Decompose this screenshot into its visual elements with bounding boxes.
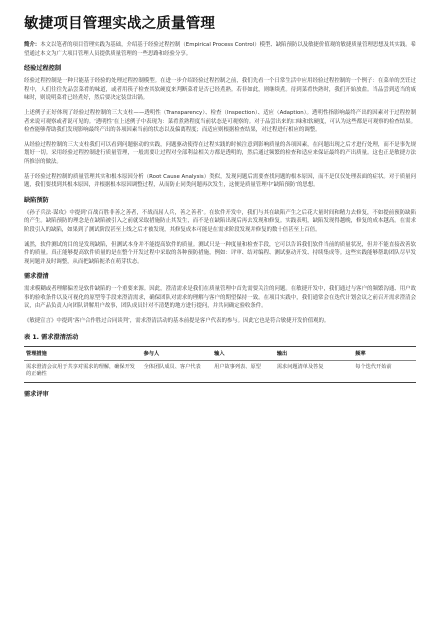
paragraph: 上述例子正好体现了经验过程控制的三大支柱——透明性（Transparency）、检查（Inspection）、适应（Adaption）。透明性指影响最终产出的因素对于过程控制者来说可观察或者说可见的。‘透明性’在上述例子中表现为：菜肴煮熟程度当前状态是可观察的。对于品尝出来的口味和软硬度，可认为这些都是可观察的检查结果。检查能够帮助我们发现影响最终产出的各项因素当前的状态以及偏离程度；而适应则根据检查结果，对过程进行相应的调整。 <box>24 109 416 134</box>
table-header-cell: 输出 <box>275 346 353 360</box>
table-cell: 全体团队成员、客户代表 <box>142 360 213 382</box>
paragraph: 《孙子兵法·谋攻》中提到‘百战百胜非善之善者，不战而屈人兵，善之善者’。在软件开发中，我们与其在缺陷产生之后花大量时间和精力去修复，不如提前预防缺陷的产生。缺陷预防的理念是在缺陷被引入之前就采取措施防止其发生，而不是在缺陷出现后再去发现和修复。实践表明，缺陷发现得越晚，修复的成本越高。在需求阶段引入的缺陷，如果到了测试阶段甚至上线之后才被发现，其修复成本可能是在需求阶段发现并修复的数十倍甚至上百倍。 <box>24 209 416 233</box>
section-heading-review: 需求评审 <box>24 390 49 398</box>
paragraph: 从经验过程控制的三大支柱我们可以看到问题驱动的实践，问题驱动使得在过程实践的时候注意到影响质量的各项因素，在问题出现之后才进行处理，而不是事先规划好一切。采用经验过程控制进行质量管理，一般需要让过程对全部利益相关方都是透明的，然后通过频繁的检查和适应来保证最终的产出质量。这也正是敏捷方法所推崇的做法。 <box>24 141 416 165</box>
section-heading-defect-prevention: 缺陷预防 <box>24 196 49 204</box>
section-heading-requirements: 需求澄清 <box>24 273 49 281</box>
table-cell: 需求问题清单及答复 <box>275 360 353 382</box>
table-header-cell: 管理措施 <box>24 346 142 360</box>
paragraph: 基于经验过程控制的质量管理其实和根本原因分析（Root Cause Analysis）类似，发现问题后需要查找问题的根本原因，而不是仅仅处理表面的症状。对于质量问题，我们要找到其根本原因，并根据根本原因调整过程，从而防止同类问题再次发生，这便是质量管理中‘缺陷预防’的思想。 <box>24 173 416 189</box>
abstract-text: 本文以笔者的项目管理实践为基础，介绍基于经验过程控制（Empirical Process Control）模型、缺陷预防以及敏捷价值观的敏捷质量管理思想及其实践。希望通过本文为广大项目管理人员提供质量管理的一些思路和经验分享。 <box>24 42 416 57</box>
paragraph: 诚然，软件测试的目的是发现缺陷，但测试本身并不能提高软件的质量。测试只是一种度量和检查手段，它可以告诉我们软件当前的质量状况，但并不能直接改善软件的质量。真正能够提高软件质量的是在整个开发过程中采取的各种预防措施，例如：评审、结对编程、测试驱动开发、持续集成等。这些实践能够帮助团队尽早发现问题并及时调整，从而把缺陷扼杀在萌芽状态。 <box>24 241 416 265</box>
paragraph: 经验过程控制是一种只能基于经验的处理过程控制模型。在进一步介绍经验过程控制之前，我们先看一个日常生活中应用经验过程控制的一个例子：在菜单的烹饪过程中，人们往往先品尝菜肴的味道，或者用筷子检查其软硬度来判断菜肴是否已经煮熟。若非如此，则继续煮。待到菜肴快熟时，我们开始放盐。当品尝到适当的咸味时，则说明菜肴已经煮好，然后要决定装盘出锅。 <box>24 78 416 102</box>
requirements-table <box>24 346 416 383</box>
paragraph: 需求模糊或者理解偏差是软件缺陷的一个重要来源。因此，澄清需求是我们在质量管理中首先需要关注的问题。在敏捷开发中，我们通过与客户的频繁沟通、用户故事的验收条件以及可视化的原型等手段来澄清需求，确保团队对需求的理解与客户的期望保持一致。在项目实践中，我们通常会在迭代计划会议之前召开需求澄清会议，由产品负责人向团队讲解用户故事，团队成员针对不清楚的地方进行提问，并共同确定验收条件。 <box>24 286 416 310</box>
abstract-label: 简介： <box>24 42 41 48</box>
table-cell: 需求澄清会议用于共享对需求的理解，确保开发的正确性 <box>24 360 142 382</box>
table-caption: 表 1. 需求澄清活动 <box>24 333 79 341</box>
table-header-cell: 输入 <box>212 346 275 360</box>
table-header-cell: 频率 <box>353 346 416 360</box>
table-cell: 用户故事列表、原型 <box>212 360 275 382</box>
table-row <box>24 360 416 382</box>
table-header-cell: 参与人 <box>142 346 213 360</box>
page-title: 敏捷项目管理实战之质量管理 <box>24 16 216 32</box>
paragraph: 《敏捷宣言》中提到‘客户合作胜过合同谈判’，需求澄清活动的基本前提是客户代表的参与。因此它也是符合敏捷开发价值观的。 <box>24 318 330 325</box>
section-heading-empirical: 经验过程控制 <box>24 65 62 73</box>
table-cell: 每个迭代开始前 <box>353 360 416 382</box>
table-header-row <box>24 346 416 360</box>
abstract <box>24 41 416 58</box>
